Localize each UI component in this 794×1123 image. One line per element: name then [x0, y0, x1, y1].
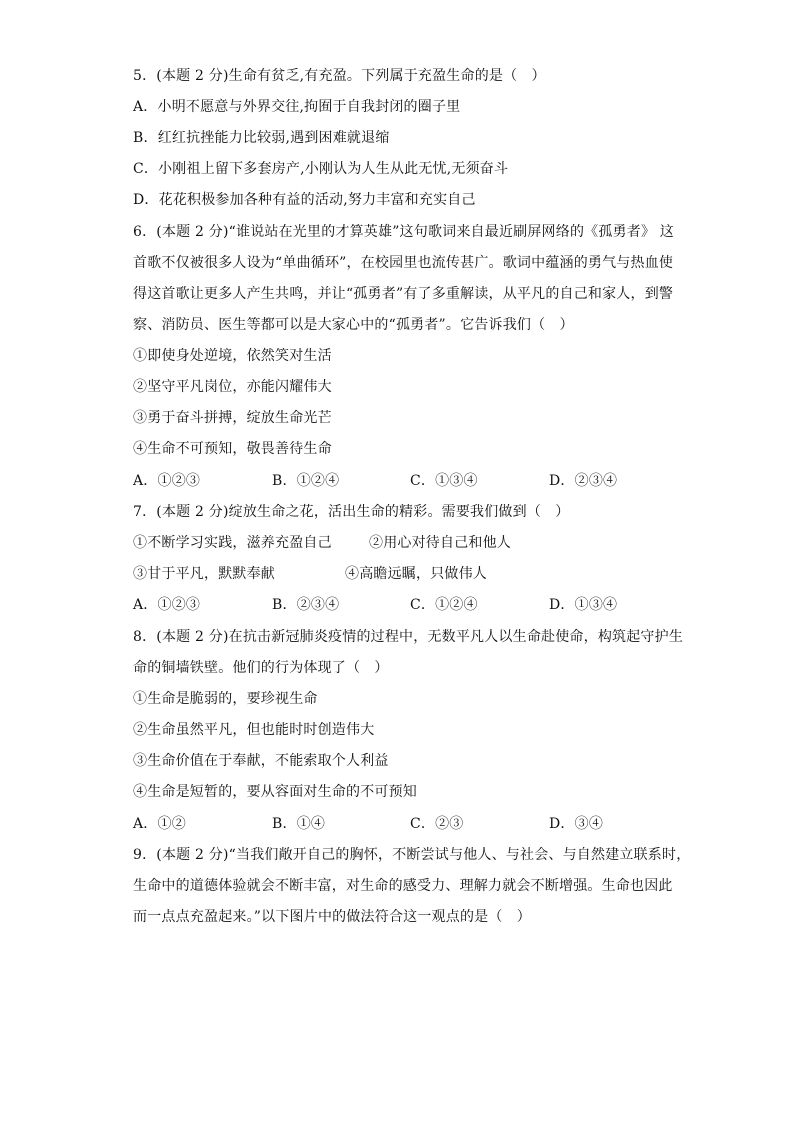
q8-statement-2: ②生命虽然平凡，但也能时时创造伟大 [133, 722, 375, 738]
q5-option-d: D．花花积极参加各种有益的活动,努力丰富和充实自己 [133, 192, 476, 208]
q5-option-b: B．红红抗挫能力比较弱,遇到困难就退缩 [133, 130, 390, 146]
q6-choice-a: A．①②③ [133, 473, 201, 489]
q8-statement-1: ①生命是脆弱的，要珍视生命 [133, 691, 318, 707]
q7-choice-c: C．①②④ [410, 597, 478, 613]
q6-stem-line-3: 得这首歌让更多人产生共鸣，并让“孤勇者”有了多重解读，从平凡的自己和家人，到警 [133, 286, 674, 302]
q6-statement-1: ①即使身处逆境，依然笑对生活 [133, 348, 332, 364]
q6-statement-2: ②坚守平凡岗位，亦能闪耀伟大 [133, 379, 332, 395]
q6-statement-3: ③勇于奋斗拼搏，绽放生命光芒 [133, 410, 332, 426]
q6-choice-b: B．①②④ [272, 473, 340, 489]
q8-stem-line-2: 命的铜墙铁壁。他们的行为体现了（ ） [133, 660, 389, 676]
q8-choice-c: C．②③ [410, 816, 464, 832]
q9-stem-line-3: 而一点点充盈起来。”以下图片中的做法符合这一观点的是（ ） [133, 909, 531, 925]
q7-choice-d: D．①③④ [549, 597, 618, 613]
q6-stem-line-4: 察、消防员、医生等都可以是大家心中的“孤勇者”。它告诉我们（ ） [133, 317, 574, 333]
q8-choice-d: D．③④ [549, 816, 604, 832]
q7-choice-b: B．②③④ [272, 597, 340, 613]
q6-stem-line-2: 首歌不仅被很多人设为“单曲循环”，在校园里也流传甚广。歌词中蕴涵的勇气与热血使 [133, 255, 674, 271]
q8-choice-b: B．①④ [272, 816, 326, 832]
q7-choice-a: A．①②③ [133, 597, 201, 613]
q7-stem: 7．(本题 2 分)绽放生命之花，活出生命的精彩。需要我们做到（ ） [133, 504, 570, 520]
q8-statement-4: ④生命是短暂的，要从容面对生命的不可预知 [133, 784, 417, 800]
q5-stem: 5．(本题 2 分)生命有贫乏,有充盈。下列属于充盈生命的是（ ） [133, 68, 546, 84]
q5-option-a: A．小明不愿意与外界交往,拘囿于自我封闭的圈子里 [133, 99, 461, 115]
q7-statement-1: ①不断学习实践，滋养充盈自己 [133, 535, 332, 551]
q7-statement-3: ③甘于平凡，默默奉献 [133, 566, 275, 582]
q9-stem-line-1: 9．(本题 2 分)“当我们敞开自己的胸怀，不断尝试与他人、与社会、与自然建立联系时， [133, 847, 691, 863]
q8-choice-a: A．①② [133, 816, 186, 832]
q8-stem-line-1: 8．(本题 2 分)在抗击新冠肺炎疫情的过程中，无数平凡人以生命赴使命，构筑起守护生 [133, 629, 684, 645]
q6-stem-line-1: 6．(本题 2 分)“谁说站在光里的才算英雄”这句歌词来自最近刷屏网络的《孤勇者》 这 [133, 224, 675, 240]
q6-choice-d: D．②③④ [549, 473, 618, 489]
q5-option-c: C．小刚祖上留下多套房产,小刚认为人生从此无忧,无须奋斗 [133, 161, 509, 177]
q7-statement-4: ④高瞻远瞩，只做伟人 [345, 566, 487, 582]
q6-choice-c: C．①③④ [410, 473, 478, 489]
q6-statement-4: ④生命不可预知，敬畏善待生命 [133, 441, 332, 457]
q9-stem-line-2: 生命中的道德体验就会不断丰富，对生命的感受力、理解力就会不断增强。生命也因此 [133, 878, 673, 894]
q8-statement-3: ③生命价值在于奉献，不能索取个人利益 [133, 753, 389, 769]
q7-statement-2: ②用心对待自己和他人 [369, 535, 511, 551]
